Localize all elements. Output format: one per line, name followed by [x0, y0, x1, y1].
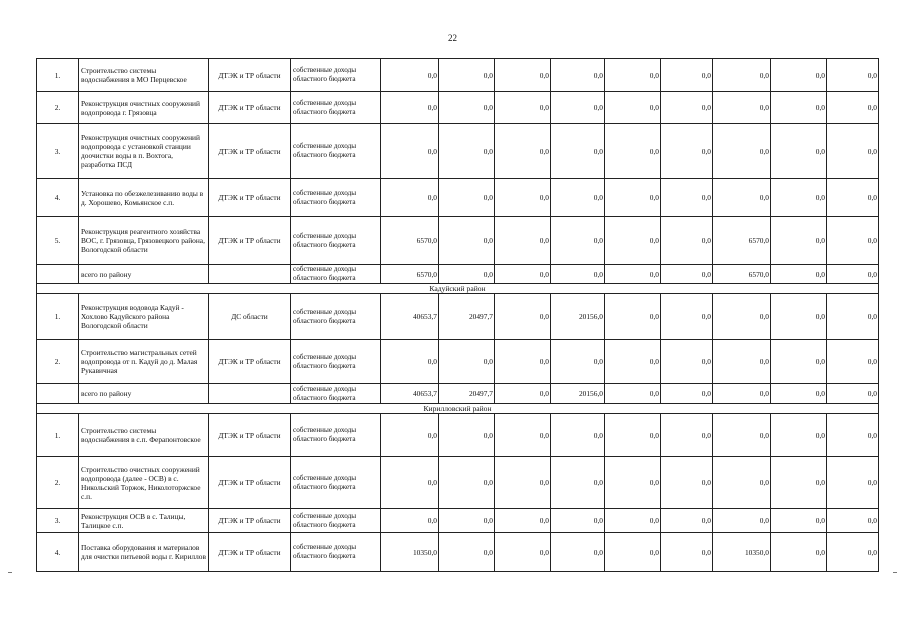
amount-cell: 0,0 [381, 92, 439, 124]
amount-cell: 0,0 [661, 217, 713, 265]
amount-cell: 0,0 [771, 533, 827, 572]
amount-cell: 0,0 [713, 92, 771, 124]
table-row [37, 179, 879, 217]
amount-cell: 0,0 [827, 414, 879, 457]
funding-source-cell: собственные доходы областного бюджета [291, 265, 381, 284]
amount-cell: 0,0 [713, 124, 771, 179]
district-total-row [37, 265, 879, 284]
amount-cell: 0,0 [495, 92, 551, 124]
amount-cell: 0,0 [605, 509, 661, 533]
amount-cell: 0,0 [551, 179, 605, 217]
amount-cell: 0,0 [551, 509, 605, 533]
table-row [37, 124, 879, 179]
amount-cell: 0,0 [551, 59, 605, 92]
amount-cell: 0,0 [495, 179, 551, 217]
amount-cell: 0,0 [495, 457, 551, 509]
amount-cell: 0,0 [551, 124, 605, 179]
amount-cell: 0,0 [713, 384, 771, 404]
table-row [37, 59, 879, 92]
amount-cell: 6570,0 [713, 217, 771, 265]
row-number-cell: 4. [37, 179, 79, 217]
executor-cell: ДТЭК и ТР области [209, 124, 291, 179]
table-body [37, 59, 879, 572]
amount-cell: 40653,7 [381, 384, 439, 404]
amount-cell: 0,0 [605, 294, 661, 340]
amount-cell: 0,0 [713, 457, 771, 509]
amount-cell: 0,0 [439, 179, 495, 217]
project-name-cell: Строительство магистральных сетей водопровода от п. Кадуй до д. Малая Рукавичная [79, 340, 209, 384]
amount-cell: 0,0 [771, 457, 827, 509]
scan-edge-mark [893, 572, 897, 573]
amount-cell: 0,0 [827, 384, 879, 404]
project-name-cell: Реконструкция ОСВ в с. Талицы, Талицкое с.п. [79, 509, 209, 533]
district-total-row [37, 384, 879, 404]
section-header-row [37, 404, 879, 414]
amount-cell: 0,0 [827, 179, 879, 217]
executor-cell: ДТЭК и ТР области [209, 533, 291, 572]
amount-cell: 0,0 [827, 340, 879, 384]
funding-source-cell: собственные доходы областного бюджета [291, 533, 381, 572]
amount-cell: 0,0 [439, 217, 495, 265]
project-name-cell: всего по району [79, 384, 209, 404]
amount-cell: 0,0 [827, 217, 879, 265]
project-name-cell: Реконструкция очистных сооружений водопровода г. Грязовца [79, 92, 209, 124]
amount-cell: 0,0 [771, 294, 827, 340]
executor-cell: ДТЭК и ТР области [209, 92, 291, 124]
row-number-cell: 3. [37, 509, 79, 533]
executor-cell [209, 384, 291, 404]
amount-cell: 0,0 [439, 457, 495, 509]
project-name-cell: Строительство очистных сооружений водопровода (далее - ОСВ) в с. Никольский Торжок, Николоторжское с.п. [79, 457, 209, 509]
executor-cell: ДТЭК и ТР области [209, 509, 291, 533]
project-name-cell: Реконструкция водовода Кадуй - Хохлово Кадуйского района Вологодской области [79, 294, 209, 340]
amount-cell: 0,0 [771, 509, 827, 533]
executor-cell: ДТЭК и ТР области [209, 179, 291, 217]
amount-cell: 0,0 [771, 414, 827, 457]
executor-cell: ДТЭК и ТР области [209, 59, 291, 92]
amount-cell: 0,0 [381, 124, 439, 179]
amount-cell: 0,0 [495, 509, 551, 533]
amount-cell: 0,0 [551, 533, 605, 572]
row-number-cell: 5. [37, 217, 79, 265]
amount-cell: 0,0 [495, 384, 551, 404]
amount-cell: 0,0 [827, 457, 879, 509]
amount-cell: 0,0 [605, 59, 661, 92]
section-header-row [37, 284, 879, 294]
amount-cell: 0,0 [827, 124, 879, 179]
amount-cell: 0,0 [771, 384, 827, 404]
amount-cell: 0,0 [381, 179, 439, 217]
amount-cell: 0,0 [439, 59, 495, 92]
amount-cell: 0,0 [661, 124, 713, 179]
amount-cell: 0,0 [381, 509, 439, 533]
amount-cell: 0,0 [605, 340, 661, 384]
amount-cell: 0,0 [495, 124, 551, 179]
amount-cell: 0,0 [827, 294, 879, 340]
amount-cell: 0,0 [827, 92, 879, 124]
amount-cell: 0,0 [495, 265, 551, 284]
amount-cell: 0,0 [439, 414, 495, 457]
amount-cell: 20497,7 [439, 384, 495, 404]
funding-source-cell: собственные доходы областного бюджета [291, 179, 381, 217]
executor-cell [209, 265, 291, 284]
table-row [37, 509, 879, 533]
row-number-cell [37, 265, 79, 284]
amount-cell: 40653,7 [381, 294, 439, 340]
amount-cell: 0,0 [551, 340, 605, 384]
amount-cell: 0,0 [713, 59, 771, 92]
amount-cell: 0,0 [551, 457, 605, 509]
amount-cell: 0,0 [381, 457, 439, 509]
amount-cell: 0,0 [713, 509, 771, 533]
amount-cell: 6570,0 [381, 217, 439, 265]
amount-cell: 0,0 [495, 59, 551, 92]
amount-cell: 0,0 [605, 179, 661, 217]
amount-cell: 0,0 [605, 384, 661, 404]
funding-source-cell: собственные доходы областного бюджета [291, 414, 381, 457]
amount-cell: 0,0 [771, 92, 827, 124]
amount-cell: 20156,0 [551, 384, 605, 404]
amount-cell: 0,0 [551, 92, 605, 124]
amount-cell: 0,0 [661, 340, 713, 384]
project-name-cell: Установка по обезжелезиванию воды в д. Хорошево, Комьянское с.п. [79, 179, 209, 217]
amount-cell: 10350,0 [713, 533, 771, 572]
table-row [37, 294, 879, 340]
amount-cell: 0,0 [827, 59, 879, 92]
amount-cell: 0,0 [495, 217, 551, 265]
funding-source-cell: собственные доходы областного бюджета [291, 509, 381, 533]
amount-cell: 0,0 [605, 457, 661, 509]
executor-cell: ДС области [209, 294, 291, 340]
table-row [37, 217, 879, 265]
amount-cell: 0,0 [661, 457, 713, 509]
amount-cell: 0,0 [551, 265, 605, 284]
amount-cell: 0,0 [771, 217, 827, 265]
section-title: Кирилловский район [37, 404, 879, 414]
row-number-cell: 3. [37, 124, 79, 179]
amount-cell: 10350,0 [381, 533, 439, 572]
funding-source-cell: собственные доходы областного бюджета [291, 294, 381, 340]
project-name-cell: Строительство системы водоснабжения в МО Перцевское [79, 59, 209, 92]
amount-cell: 0,0 [661, 265, 713, 284]
executor-cell: ДТЭК и ТР области [209, 340, 291, 384]
amount-cell: 0,0 [661, 59, 713, 92]
project-name-cell: всего по району [79, 265, 209, 284]
amount-cell: 0,0 [605, 533, 661, 572]
amount-cell: 0,0 [495, 340, 551, 384]
amount-cell: 0,0 [605, 124, 661, 179]
table-row [37, 340, 879, 384]
amount-cell: 20156,0 [551, 294, 605, 340]
amount-cell: 0,0 [439, 509, 495, 533]
project-name-cell: Реконструкция реагентного хозяйства ВОС, г. Грязовца, Грязовецкого района, Вологодской области [79, 217, 209, 265]
section-title: Кадуйский район [37, 284, 879, 294]
amount-cell: 0,0 [495, 414, 551, 457]
amount-cell: 0,0 [713, 414, 771, 457]
amount-cell: 0,0 [661, 414, 713, 457]
funding-source-cell: собственные доходы областного бюджета [291, 217, 381, 265]
amount-cell: 0,0 [661, 179, 713, 217]
amount-cell: 0,0 [605, 414, 661, 457]
row-number-cell: 1. [37, 294, 79, 340]
page-number: 22 [448, 33, 457, 43]
amount-cell: 0,0 [661, 384, 713, 404]
amount-cell: 0,0 [495, 294, 551, 340]
amount-cell: 0,0 [827, 509, 879, 533]
project-name-cell: Поставка оборудования и материалов для очистки питьевой воды г. Кириллов [79, 533, 209, 572]
funding-source-cell: собственные доходы областного бюджета [291, 92, 381, 124]
amount-cell: 0,0 [771, 265, 827, 284]
row-number-cell: 2. [37, 457, 79, 509]
table-row [37, 457, 879, 509]
scan-edge-mark [8, 572, 12, 573]
row-number-cell: 2. [37, 340, 79, 384]
table-row [37, 533, 879, 572]
amount-cell: 0,0 [827, 265, 879, 284]
amount-cell: 0,0 [771, 59, 827, 92]
funding-source-cell: собственные доходы областного бюджета [291, 59, 381, 92]
amount-cell: 0,0 [771, 124, 827, 179]
amount-cell: 0,0 [439, 533, 495, 572]
amount-cell: 6570,0 [713, 265, 771, 284]
amount-cell: 0,0 [439, 265, 495, 284]
amount-cell: 0,0 [551, 217, 605, 265]
amount-cell: 0,0 [661, 92, 713, 124]
table-row [37, 414, 879, 457]
amount-cell: 0,0 [551, 414, 605, 457]
amount-cell: 0,0 [605, 217, 661, 265]
funding-source-cell: собственные доходы областного бюджета [291, 340, 381, 384]
amount-cell: 0,0 [661, 294, 713, 340]
amount-cell: 0,0 [439, 124, 495, 179]
amount-cell: 20497,7 [439, 294, 495, 340]
row-number-cell: 1. [37, 59, 79, 92]
table-row [37, 92, 879, 124]
budget-table [36, 58, 879, 572]
row-number-cell: 1. [37, 414, 79, 457]
amount-cell: 0,0 [605, 92, 661, 124]
row-number-cell [37, 384, 79, 404]
amount-cell: 0,0 [771, 179, 827, 217]
amount-cell: 6570,0 [381, 265, 439, 284]
amount-cell: 0,0 [827, 533, 879, 572]
amount-cell: 0,0 [771, 340, 827, 384]
amount-cell: 0,0 [661, 509, 713, 533]
row-number-cell: 4. [37, 533, 79, 572]
project-name-cell: Реконструкция очистных сооружений водопровода с установкой станции доочистки воды в п. Вохтога, разработка ПСД [79, 124, 209, 179]
row-number-cell: 2. [37, 92, 79, 124]
amount-cell: 0,0 [713, 179, 771, 217]
project-name-cell: Строительство системы водоснабжения в с.п. Ферапонтовское [79, 414, 209, 457]
amount-cell: 0,0 [495, 533, 551, 572]
amount-cell: 0,0 [439, 92, 495, 124]
funding-source-cell: собственные доходы областного бюджета [291, 124, 381, 179]
amount-cell: 0,0 [605, 265, 661, 284]
funding-source-cell: собственные доходы областного бюджета [291, 384, 381, 404]
amount-cell: 0,0 [381, 340, 439, 384]
amount-cell: 0,0 [713, 294, 771, 340]
executor-cell: ДТЭК и ТР области [209, 457, 291, 509]
amount-cell: 0,0 [381, 414, 439, 457]
amount-cell: 0,0 [713, 340, 771, 384]
amount-cell: 0,0 [381, 59, 439, 92]
funding-source-cell: собственные доходы областного бюджета [291, 457, 381, 509]
amount-cell: 0,0 [439, 340, 495, 384]
executor-cell: ДТЭК и ТР области [209, 217, 291, 265]
amount-cell: 0,0 [661, 533, 713, 572]
executor-cell: ДТЭК и ТР области [209, 414, 291, 457]
